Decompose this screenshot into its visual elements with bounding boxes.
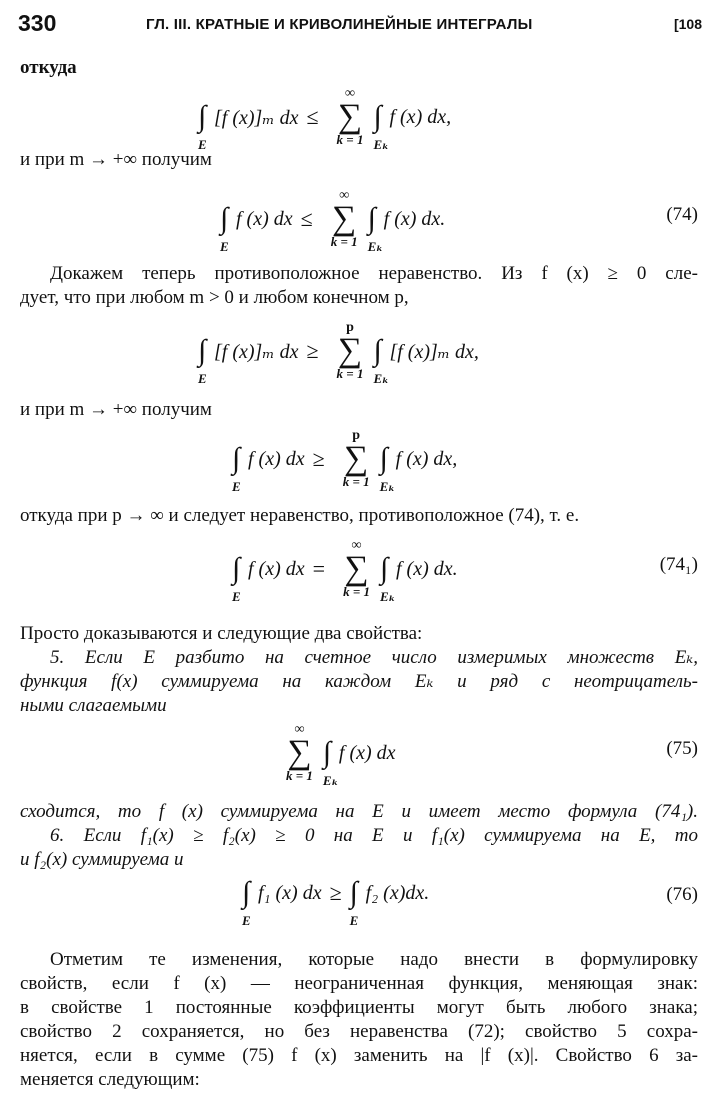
sum-symbol: p ∑ k = 1 — [336, 320, 364, 381]
sum-symbol: ∞ ∑ k = 1 — [336, 86, 364, 147]
property-5-line-3: ными слагаемыми — [20, 695, 167, 716]
integral-limit: E — [232, 589, 241, 604]
equation-75: ∞ ∑ k = 1 ∫ Eₖ f (x) dx (75) — [20, 716, 698, 816]
equation-relation: ≤ — [306, 104, 319, 129]
integral-limit: Eₖ — [373, 371, 389, 386]
equation-lhs: f₁ (x) dx — [258, 881, 322, 904]
sum-symbol: ∞ ∑ k = 1 — [330, 188, 358, 249]
equation-rhs: [f (x)]ₘ dx, — [389, 340, 479, 363]
integral-limit: E — [198, 371, 207, 386]
equation-number: (75) — [666, 738, 698, 759]
equation-rhs: f (x) dx. — [383, 207, 446, 230]
equation-3: ∫ E [f (x)]ₘ dx ≥ p ∑ k = 1 ∫ Eₖ [f (x)]ₘ dx, — [20, 312, 698, 412]
equation-number: (74) — [666, 204, 698, 225]
integral-limit: E — [242, 913, 251, 928]
text-paragraph: и при m → +∞ получим — [20, 399, 212, 420]
integral-limit: Eₖ — [379, 479, 396, 494]
text-paragraph: няется, если в сумме (75) f (x) заменить на |f (x)|. Свойство 6 за- — [20, 1045, 698, 1066]
equation-rhs: f (x) dx — [338, 741, 396, 764]
page-number: 330 — [18, 10, 57, 36]
equation-lhs: f (x) dx — [248, 557, 305, 580]
property-6-line-2: и f₂(x) суммируема и — [20, 849, 184, 870]
integral-limit: E — [198, 137, 207, 152]
integral-limit: Eₖ — [373, 137, 389, 152]
text-paragraph: свойств, если f (x) — неограниченная функция, меняющая знак: — [20, 973, 698, 994]
integral-limit: E — [232, 479, 241, 494]
equation-relation: ≥ — [312, 446, 325, 471]
chapter-title: ГЛ. III. КРАТНЫЕ И КРИВОЛИНЕЙНЫЕ ИНТЕГРАЛЫ — [146, 16, 533, 33]
equation-rhs: f (x) dx, — [389, 105, 452, 128]
text-paragraph: сходится, то f (x) суммируема на E и имеет место формула (74₁). — [20, 801, 698, 822]
equation-74-1: ∫ E f (x) dx = ∞ ∑ k = 1 ∫ Eₖ f (x) dx. (74₁) — [20, 530, 698, 630]
text-paragraph: откуда при p → ∞ и следует неравенство, противоположное (74), т. е. — [20, 505, 580, 526]
integral-limit: E — [220, 239, 229, 254]
equation-relation: = — [312, 556, 326, 581]
equation-1: ∫ E [f (x)]ₘ dx ≤ ∞ ∑ k = 1 ∫ Eₖ f (x) dx, — [20, 78, 698, 178]
text-paragraph: свойство 2 сохраняется, но без неравенства (72); свойство 5 сохра- — [20, 1021, 698, 1042]
integral-limit: E — [349, 913, 359, 928]
text-paragraph: Отметим те изменения, которые надо внести в формулировку — [50, 949, 698, 970]
equation-relation: ≥ — [306, 338, 319, 363]
text-paragraph: Просто доказываются и следующие два свойства: — [20, 623, 423, 644]
equation-lhs: f (x) dx — [248, 447, 305, 470]
equation-lhs: f (x) dx — [236, 207, 293, 230]
sum-symbol: ∞ ∑ k = 1 — [286, 722, 313, 783]
text-paragraph: и при m → +∞ получим — [20, 149, 212, 170]
integral-limit: Eₖ — [379, 589, 396, 604]
text-otkuda: откуда — [20, 57, 77, 78]
equation-76: ∫ E f₁ (x) dx ≥ ∫ E f₂ (x)dx. (76) — [20, 872, 698, 972]
text-paragraph: меняется следующим: — [20, 1069, 200, 1090]
equation-rhs: f (x) dx. — [395, 557, 458, 580]
section-number: [108 — [673, 16, 702, 32]
equation-rhs: f₂ (x)dx. — [365, 881, 430, 904]
equation-number: (74₁) — [659, 554, 698, 575]
integral-limit: Eₖ — [322, 773, 339, 788]
equation-relation: ≤ — [300, 206, 313, 231]
property-6-line-1: 6. Если f₁(x) ≥ f₂(x) ≥ 0 на E и f₁(x) суммируема на E, то — [50, 825, 698, 846]
equation-4: ∫ E f (x) dx ≥ p ∑ k = 1 ∫ Eₖ f (x) dx, — [20, 420, 698, 520]
property-5-line-2: функция f(x) суммируема на каждом Eₖ и ряд с неотрицатель- — [20, 671, 698, 692]
text-paragraph: дует, что при любом m > 0 и любом конечном p, — [20, 287, 409, 308]
sum-symbol: p ∑ k = 1 — [342, 428, 370, 489]
equation-rhs: f (x) dx, — [395, 447, 458, 470]
text-paragraph: Докажем теперь противоположное неравенство. Из f (x) ≥ 0 сле- — [50, 263, 698, 284]
equation-number: (76) — [666, 884, 698, 905]
integral-limit: Eₖ — [367, 239, 384, 254]
sum-symbol: ∞ ∑ k = 1 — [343, 538, 370, 599]
equation-74: ∫ E f (x) dx ≤ ∞ ∑ k = 1 ∫ Eₖ f (x) dx. (74) — [20, 180, 698, 280]
equation-lhs: [f (x)]ₘ dx — [214, 340, 299, 363]
equation-lhs: [f (x)]ₘ dx — [214, 106, 299, 129]
equation-relation: ≥ — [329, 880, 342, 905]
running-header — [18, 10, 702, 40]
text-paragraph: в свойстве 1 постоянные коэффициенты могут быть любого знака; — [20, 997, 698, 1018]
property-5-line-1: 5. Если E разбито на счетное число измеримых множеств Eₖ, — [50, 647, 698, 668]
